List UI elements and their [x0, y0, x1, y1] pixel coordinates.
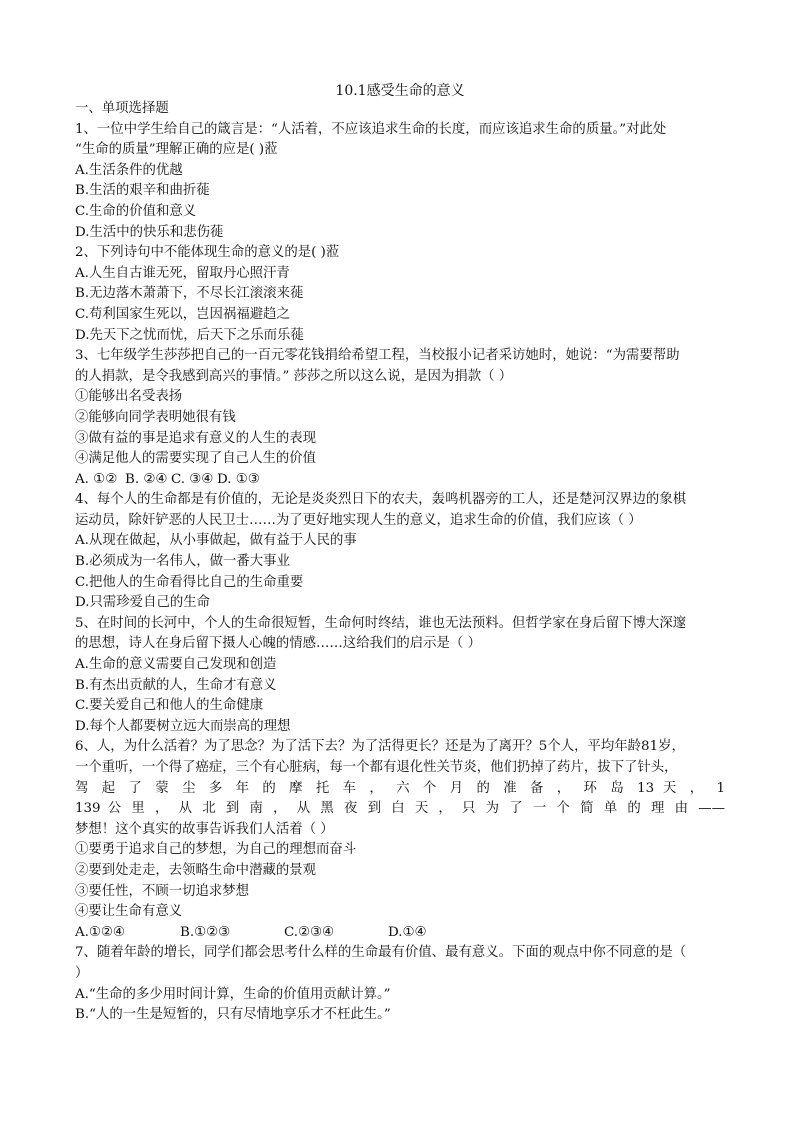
question-3-stem-line: 的人捐款，是令我感到高兴的事情。” 莎莎之所以这么说，是因为捐款（ ）: [75, 368, 513, 384]
question-4-option-a: A.从现在做起，从小事做起，做有益于人民的事: [75, 533, 357, 549]
question-1: [75, 120, 725, 244]
question-2-option-c: C.苟利国家生死以，岂因祸福避趋之: [75, 306, 290, 322]
question-6-item-4: ④要让生命有意义: [75, 904, 183, 920]
question-6-stem-line: 6、人，为什么活着？为了思念？为了活下去？为了活得更长？还是为了离开？5个人，平均年龄81岁，: [75, 739, 685, 755]
question-6-stem-line: 驾 起 了 蒙 尘 多 年 的 摩 托 车 ， 六 个 月 的 准 备 ， 环 岛 13 天 ， 1: [75, 780, 725, 796]
question-1-option-b: B.生活的艰辛和曲折蓰: [75, 183, 210, 199]
question-2: [75, 243, 725, 346]
question-6-option-b: B.①②③: [180, 924, 231, 940]
question-5-stem-line: 的思想，诗人在身后留下摄人心魄的情感……这给我们的启示是（ ）: [75, 636, 481, 652]
question-1-option-d: D.生活中的快乐和悲伤蓰: [75, 224, 224, 240]
question-1-option-c: C.生命的价值和意义: [75, 203, 197, 219]
question-3-option-b: B. ②④: [125, 471, 168, 487]
section-heading: 一、单项选择题: [75, 101, 169, 116]
question-5-option-b: B.有杰出贡献的人，生命才有意义: [75, 677, 277, 693]
question-3-option-a: A. ①②: [75, 471, 118, 487]
question-3-item-3: ③做有益的事是追求有意义的人生的表现: [75, 430, 317, 446]
question-3-option-d: D. ①③: [217, 471, 260, 487]
question-1-option-a: A.生活条件的优越: [75, 162, 183, 178]
question-3-stem-line: 3、七年级学生莎莎把自己的一百元零花钱捐给希望工程，当校报小记者采访她时，她说：“为需要帮助: [75, 348, 680, 364]
question-3-item-1: ①能够出名受表扬: [75, 389, 183, 405]
question-2-option-d: D.先天下之忧而忧，后天下之乐而乐蓰: [75, 327, 304, 343]
question-7: [75, 943, 725, 1025]
question-6-item-3: ③要任性，不顾一切追求梦想: [75, 883, 250, 899]
question-4-option-c: C.把他人的生命看得比自己的生命重要: [75, 574, 304, 590]
question-5-option-c: C.要关爱自己和他人的生命健康: [75, 698, 264, 714]
question-2-option-a: A.人生自古谁无死，留取丹心照汗青: [75, 265, 290, 281]
question-4-stem-line: 4、每个人的生命都是有价值的，无论是炎炎烈日下的农夫，轰鸣机器旁的工人，还是楚河汉界边的象棋: [75, 492, 687, 508]
question-5-option-d: D.每个人都要树立远大而崇高的理想: [75, 718, 291, 734]
question-7-option-b: B.“人的一生是短暂的，只有尽情地享乐才不枉此生。”: [75, 1007, 391, 1023]
question-3: [75, 346, 725, 490]
question-5-stem-line: 5、在时间的长河中，个人的生命很短暂，生命何时终结，谁也无法预料。但哲学家在身后留下博大深邃: [75, 615, 687, 631]
question-3-options: [75, 470, 725, 491]
question-3-item-4: ④满足他人的需要实现了自己人生的价值: [75, 451, 317, 467]
question-2-stem-line: 2、下列诗句中不能体现生命的意义的是( )蒞: [75, 245, 340, 261]
question-7-stem-line: 7、随着年龄的增长，同学们都会思考什么样的生命最有价值、最有意义。下面的观点中你不同意的是（: [75, 945, 687, 961]
question-4-stem-line: 运动员，除奸铲恶的人民卫士……为了更好地实现人生的意义，追求生命的价值，我们应该（ ）: [75, 512, 642, 528]
question-5: [75, 614, 725, 738]
question-6-item-1: ①要勇于追求自己的梦想，为自己的理想而奋斗: [75, 842, 357, 858]
question-6: [75, 737, 725, 943]
question-1-stem-line: “生命的质量”理解正确的应是( )蒞: [75, 142, 278, 158]
document-title: 10.1感受生命的意义: [335, 83, 465, 99]
question-2-option-b: B.无边落木萧萧下，不尽长江滚滚来蓰: [75, 286, 304, 302]
document-body: [75, 99, 725, 1026]
question-4-option-d: D.只需珍爱自己的生命: [75, 595, 211, 611]
question-6-option-d: D.①④: [388, 924, 427, 940]
question-3-item-2: ②能够向同学表明她很有钱: [75, 409, 236, 425]
question-6-stem-line: 139 公 里 ， 从 北 到 南 ， 从 黑 夜 到 白 天 ， 只 为 了 一 个 简 单 的 理 由 ——: [75, 801, 725, 817]
question-7-option-a: A.“生命的多少用时间计算，生命的价值用贡献计算。”: [75, 986, 391, 1002]
question-6-item-2: ②要到处走走，去领略生命中潜藏的景观: [75, 862, 317, 878]
question-4-option-b: B.必须成为一名伟人，做一番大事业: [75, 554, 290, 570]
question-6-option-a: A.①②④: [75, 924, 125, 940]
question-6-stem-line: 一个重听，一个得了癌症，三个有心脏病，每一个都有退化性关节炎，他们扔掉了药片，拔下了针头，: [75, 760, 678, 775]
question-6-option-c: C.②③④: [284, 924, 335, 940]
question-6-options: [75, 923, 725, 944]
question-6-stem-line: 梦想！这个真实的故事告诉我们人活着（ ）: [75, 821, 334, 837]
question-5-option-a: A.生命的意义需要自己发现和创造: [75, 657, 277, 673]
question-3-option-c: C. ③④: [171, 471, 214, 487]
question-1-stem-line: 1、一位中学生给自己的箴言是：“人活着，不应该追求生命的长度，而应该追求生命的质量。”对此处: [75, 121, 667, 137]
question-7-stem-line: ）: [75, 965, 89, 981]
question-4: [75, 490, 725, 614]
